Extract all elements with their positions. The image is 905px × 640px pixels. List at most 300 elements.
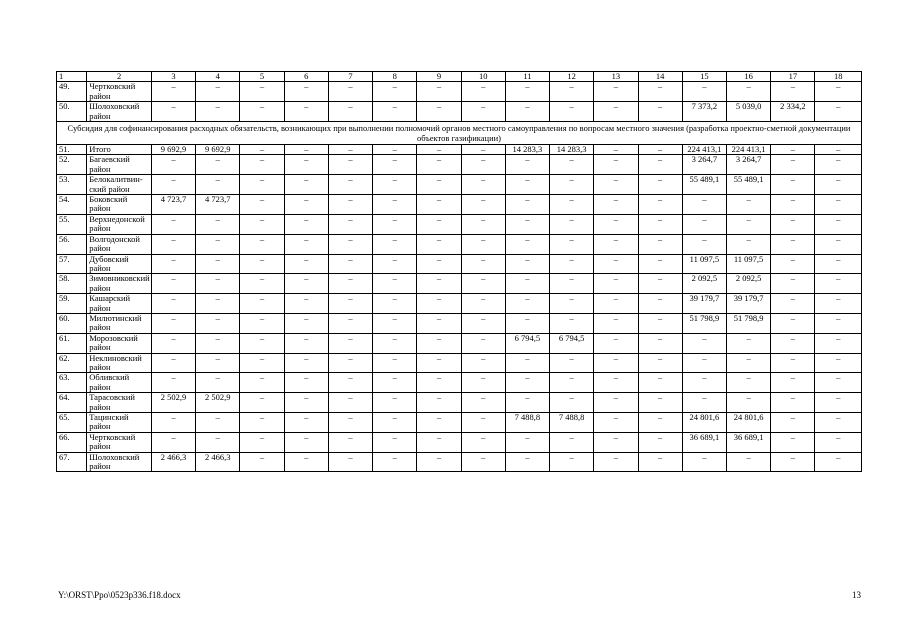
row-number: 57. [57, 254, 87, 274]
table-cell: – [726, 234, 770, 254]
table-cell: – [638, 294, 682, 314]
table-cell: 11 097,5 [726, 254, 770, 274]
table-cell: – [240, 214, 284, 234]
table-cell: 39 179,7 [682, 294, 726, 314]
table-cell: 14 283,3 [505, 145, 549, 155]
table-cell: – [594, 313, 638, 333]
table-cell: – [815, 353, 862, 373]
section-row [57, 122, 862, 145]
table-cell: – [505, 175, 549, 195]
table-cell: – [373, 234, 417, 254]
column-number: 18 [815, 72, 862, 82]
table-cell: – [284, 145, 328, 155]
table-cell: – [771, 155, 815, 175]
table-cell: – [550, 82, 594, 102]
table-cell: – [682, 353, 726, 373]
table-cell: – [815, 373, 862, 393]
table-cell: – [550, 274, 594, 294]
table-cell: – [461, 313, 505, 333]
district-name: Тацинский район [87, 413, 152, 433]
table-cell: – [461, 294, 505, 314]
subsidy-table [56, 71, 862, 472]
table-cell: – [638, 313, 682, 333]
table-cell: – [284, 234, 328, 254]
table-cell: 24 801,6 [682, 413, 726, 433]
column-number: 7 [328, 72, 372, 82]
table-row [57, 254, 862, 274]
table-cell: – [550, 393, 594, 413]
district-name: Дубовский район [87, 254, 152, 274]
table-cell: – [196, 102, 240, 122]
table-cell: – [726, 353, 770, 373]
table-cell: – [815, 313, 862, 333]
row-number: 55. [57, 214, 87, 234]
table-cell: – [284, 373, 328, 393]
table-row [57, 155, 862, 175]
row-number: 52. [57, 155, 87, 175]
table-cell: – [638, 413, 682, 433]
table-cell: – [373, 145, 417, 155]
table-cell: 5 039,0 [726, 102, 770, 122]
table-row [57, 145, 862, 155]
district-name: Милютинский район [87, 313, 152, 333]
table-cell: – [815, 175, 862, 195]
table-cell: – [196, 373, 240, 393]
table-cell: 2 502,9 [151, 393, 195, 413]
table-cell: 9 692,9 [151, 145, 195, 155]
table-cell: – [151, 313, 195, 333]
district-name: Зимовниковский район [87, 274, 152, 294]
row-number: 64. [57, 393, 87, 413]
table-cell: – [771, 175, 815, 195]
column-number: 4 [196, 72, 240, 82]
table-cell: – [284, 175, 328, 195]
table-cell: 39 179,7 [726, 294, 770, 314]
table-cell: – [328, 175, 372, 195]
table-row [57, 432, 862, 452]
table-cell: – [594, 393, 638, 413]
table-cell: – [550, 313, 594, 333]
table-cell: – [594, 432, 638, 452]
table-row [57, 195, 862, 215]
column-number: 15 [682, 72, 726, 82]
table-cell: – [815, 214, 862, 234]
table-cell: – [771, 274, 815, 294]
table-cell: – [682, 452, 726, 472]
table-cell: – [417, 254, 461, 274]
table-cell: – [726, 82, 770, 102]
table-cell: – [726, 214, 770, 234]
table-cell: 224 413,1 [682, 145, 726, 155]
table-row [57, 274, 862, 294]
table-cell: – [284, 155, 328, 175]
table-cell: – [771, 145, 815, 155]
column-number: 10 [461, 72, 505, 82]
table-cell: – [550, 234, 594, 254]
table-cell: – [682, 373, 726, 393]
table-cell: – [284, 452, 328, 472]
row-number: 56. [57, 234, 87, 254]
table-cell: – [461, 155, 505, 175]
table-cell: – [417, 452, 461, 472]
table-cell: – [771, 333, 815, 353]
table-cell: – [594, 214, 638, 234]
table-cell: 4 723,7 [196, 195, 240, 215]
table-cell: – [638, 175, 682, 195]
table-cell: 224 413,1 [726, 145, 770, 155]
table-cell: – [373, 214, 417, 234]
table-cell: – [550, 373, 594, 393]
table-cell: – [594, 254, 638, 274]
table-cell: – [373, 413, 417, 433]
table-cell: – [726, 452, 770, 472]
row-number: 63. [57, 373, 87, 393]
table-cell: – [815, 234, 862, 254]
table-cell: – [240, 373, 284, 393]
table-cell: – [284, 274, 328, 294]
table-cell: – [638, 214, 682, 234]
table-cell: – [284, 413, 328, 433]
table-cell: – [550, 155, 594, 175]
table-cell: – [240, 432, 284, 452]
table-cell: – [196, 254, 240, 274]
column-number: 5 [240, 72, 284, 82]
table-cell: – [771, 294, 815, 314]
table-cell: – [815, 294, 862, 314]
table-cell: – [505, 274, 549, 294]
table-cell: – [151, 413, 195, 433]
district-name: Боковский район [87, 195, 152, 215]
table-cell: – [373, 274, 417, 294]
table-cell: 3 264,7 [682, 155, 726, 175]
column-number: 8 [373, 72, 417, 82]
table-cell: – [594, 155, 638, 175]
table-cell: – [638, 145, 682, 155]
table-cell: – [638, 373, 682, 393]
table-cell: – [328, 294, 372, 314]
table-cell: – [550, 432, 594, 452]
table-cell: – [461, 234, 505, 254]
table-cell: – [771, 82, 815, 102]
table-cell: 51 798,9 [726, 313, 770, 333]
table-row [57, 234, 862, 254]
table-cell: – [505, 102, 549, 122]
table-cell: – [594, 234, 638, 254]
table-cell: – [373, 195, 417, 215]
table-cell: – [328, 82, 372, 102]
table-cell: 6 794,5 [550, 333, 594, 353]
table-cell: – [594, 195, 638, 215]
table-row [57, 313, 862, 333]
table-cell: – [240, 313, 284, 333]
row-number: 53. [57, 175, 87, 195]
column-number: 17 [771, 72, 815, 82]
table-cell: – [638, 353, 682, 373]
table-cell: – [151, 175, 195, 195]
district-name: Белокалитвин-ский район [87, 175, 152, 195]
table-cell: – [196, 333, 240, 353]
table-cell: – [284, 102, 328, 122]
table-cell: – [505, 214, 549, 234]
table-cell: – [151, 353, 195, 373]
table-cell: – [771, 195, 815, 215]
table-cell: 36 689,1 [682, 432, 726, 452]
table-cell: – [417, 294, 461, 314]
column-number: 9 [417, 72, 461, 82]
table-cell: – [373, 373, 417, 393]
table-row [57, 294, 862, 314]
table-cell: – [682, 234, 726, 254]
table-row [57, 353, 862, 373]
table-cell: 7 488,8 [550, 413, 594, 433]
table-cell: – [815, 333, 862, 353]
row-number: 49. [57, 82, 87, 102]
table-cell: – [771, 214, 815, 234]
table-cell: – [328, 274, 372, 294]
table-cell: – [417, 432, 461, 452]
district-name: Багаевский район [87, 155, 152, 175]
district-name: Чертковский район [87, 432, 152, 452]
table-cell: – [417, 333, 461, 353]
table-cell: – [284, 214, 328, 234]
table-cell: – [505, 294, 549, 314]
table-cell: 2 466,3 [151, 452, 195, 472]
table-cell: – [328, 254, 372, 274]
table-row [57, 102, 862, 122]
section-title: Субсидия для софинансирования расходных обязательств, возникающих при выполнении полномочий органов местного самоуправления по вопросам местного значения (разработка проектно-сметной документации объектов газификации) [57, 122, 862, 145]
table-cell: – [771, 353, 815, 373]
table-cell: – [328, 452, 372, 472]
table-cell: – [284, 82, 328, 102]
table-cell: – [284, 313, 328, 333]
table-cell: – [726, 195, 770, 215]
table-cell: – [594, 353, 638, 373]
table-cell: 2 502,9 [196, 393, 240, 413]
table-cell: – [771, 452, 815, 472]
table-cell: – [417, 353, 461, 373]
table-cell: – [550, 102, 594, 122]
table-cell: – [417, 234, 461, 254]
table-cell: – [505, 254, 549, 274]
table-cell: – [594, 274, 638, 294]
table-cell: – [240, 393, 284, 413]
table-cell: – [240, 413, 284, 433]
table-cell: – [417, 313, 461, 333]
table-cell: – [638, 234, 682, 254]
table-cell: – [594, 452, 638, 472]
table-cell: 2 092,5 [726, 274, 770, 294]
table-cell: – [594, 82, 638, 102]
table-cell: – [240, 102, 284, 122]
table-cell: – [151, 234, 195, 254]
table-cell: 7 488,8 [505, 413, 549, 433]
table-cell: – [815, 393, 862, 413]
table-cell: – [505, 195, 549, 215]
table-cell: – [461, 413, 505, 433]
table-cell: – [417, 373, 461, 393]
table-cell: – [638, 102, 682, 122]
table-cell: – [151, 254, 195, 274]
district-name: Морозовский район [87, 333, 152, 353]
table-cell: – [328, 333, 372, 353]
table-cell: – [328, 145, 372, 155]
table-cell: – [196, 432, 240, 452]
table-cell: – [328, 432, 372, 452]
table-cell: – [682, 333, 726, 353]
table-cell: – [328, 353, 372, 373]
table-cell: – [505, 452, 549, 472]
row-number: 67. [57, 452, 87, 472]
table-cell: – [594, 413, 638, 433]
column-number: 12 [550, 72, 594, 82]
table-cell: – [373, 294, 417, 314]
table-cell: – [594, 333, 638, 353]
table-cell: – [505, 353, 549, 373]
table-cell: – [461, 353, 505, 373]
district-name: Шолоховский район [87, 102, 152, 122]
table-cell: – [417, 274, 461, 294]
row-number: 61. [57, 333, 87, 353]
table-cell: – [196, 274, 240, 294]
row-number: 60. [57, 313, 87, 333]
table-cell: – [594, 102, 638, 122]
table-cell: – [240, 195, 284, 215]
table-cell: – [373, 393, 417, 413]
table-cell: – [373, 82, 417, 102]
table-cell: – [417, 155, 461, 175]
table-cell: – [240, 294, 284, 314]
table-cell: – [151, 82, 195, 102]
table-cell: – [284, 294, 328, 314]
table-cell: 4 723,7 [151, 195, 195, 215]
table-cell: – [726, 373, 770, 393]
table-cell: – [771, 254, 815, 274]
table-cell: – [196, 413, 240, 433]
table-cell: – [284, 254, 328, 274]
district-name: Неклиновский район [87, 353, 152, 373]
table-cell: – [550, 254, 594, 274]
table-cell: – [461, 333, 505, 353]
table-cell: 2 466,3 [196, 452, 240, 472]
table-cell: – [240, 274, 284, 294]
table-cell: – [151, 373, 195, 393]
table-cell: – [815, 102, 862, 122]
table-cell: – [240, 234, 284, 254]
table-cell: 55 489,1 [726, 175, 770, 195]
table-cell: – [815, 452, 862, 472]
table-cell: – [461, 214, 505, 234]
table-cell: – [151, 333, 195, 353]
table-cell: – [373, 432, 417, 452]
table-cell: – [284, 432, 328, 452]
table-cell: – [151, 102, 195, 122]
table-cell: – [461, 432, 505, 452]
table-cell: – [240, 175, 284, 195]
table-cell: 3 264,7 [726, 155, 770, 175]
table-cell: – [196, 353, 240, 373]
district-name: Итого [87, 145, 152, 155]
column-number: 11 [505, 72, 549, 82]
table-cell: – [417, 102, 461, 122]
table-cell: – [815, 413, 862, 433]
table-cell: – [682, 214, 726, 234]
district-name: Обливский район [87, 373, 152, 393]
table-cell: – [638, 274, 682, 294]
page-number: 13 [852, 590, 861, 600]
district-name: Тарасовский район [87, 393, 152, 413]
table-cell: – [373, 313, 417, 333]
table-cell: – [815, 145, 862, 155]
row-number: 51. [57, 145, 87, 155]
table-cell: – [771, 432, 815, 452]
row-number: 62. [57, 353, 87, 373]
table-cell: – [284, 393, 328, 413]
table-cell: – [638, 254, 682, 274]
header-row [57, 72, 862, 82]
table-cell: – [461, 195, 505, 215]
table-cell: – [461, 393, 505, 413]
table-cell: 24 801,6 [726, 413, 770, 433]
table-cell: – [550, 452, 594, 472]
table-cell: – [505, 234, 549, 254]
table-cell: – [151, 155, 195, 175]
table-cell: – [240, 452, 284, 472]
table-cell: – [151, 294, 195, 314]
table-cell: – [638, 155, 682, 175]
table-cell: – [815, 274, 862, 294]
table-cell: 2 334,2 [771, 102, 815, 122]
column-number: 6 [284, 72, 328, 82]
table-cell: – [771, 234, 815, 254]
table-cell: – [815, 432, 862, 452]
file-path: Y:\ORST\Ppo\0523p336.f18.docx [58, 590, 181, 600]
district-name: Чертковский район [87, 82, 152, 102]
table-cell: – [771, 393, 815, 413]
table-cell: – [505, 82, 549, 102]
table-cell: – [726, 393, 770, 413]
column-number: 1 [57, 72, 87, 82]
table-cell: 55 489,1 [682, 175, 726, 195]
table-cell: – [328, 413, 372, 433]
table-cell: – [461, 254, 505, 274]
table-cell: – [461, 102, 505, 122]
table-cell: – [417, 175, 461, 195]
table-cell: 36 689,1 [726, 432, 770, 452]
table-cell: – [638, 432, 682, 452]
table-cell: – [461, 82, 505, 102]
table-cell: 2 092,5 [682, 274, 726, 294]
table-cell: – [284, 353, 328, 373]
table-cell: – [726, 333, 770, 353]
district-name: Шолоховский район [87, 452, 152, 472]
table-cell: – [550, 294, 594, 314]
table-cell: – [461, 452, 505, 472]
row-number: 66. [57, 432, 87, 452]
table-cell: – [373, 155, 417, 175]
table-row [57, 82, 862, 102]
table-cell: – [815, 254, 862, 274]
table-cell: – [505, 373, 549, 393]
table-cell: – [417, 214, 461, 234]
table-cell: – [240, 333, 284, 353]
district-name: Верхнедонской район [87, 214, 152, 234]
table-cell: – [196, 313, 240, 333]
column-number: 13 [594, 72, 638, 82]
district-name: Кашарский район [87, 294, 152, 314]
row-number: 54. [57, 195, 87, 215]
table-cell: – [594, 175, 638, 195]
table-cell: – [417, 413, 461, 433]
